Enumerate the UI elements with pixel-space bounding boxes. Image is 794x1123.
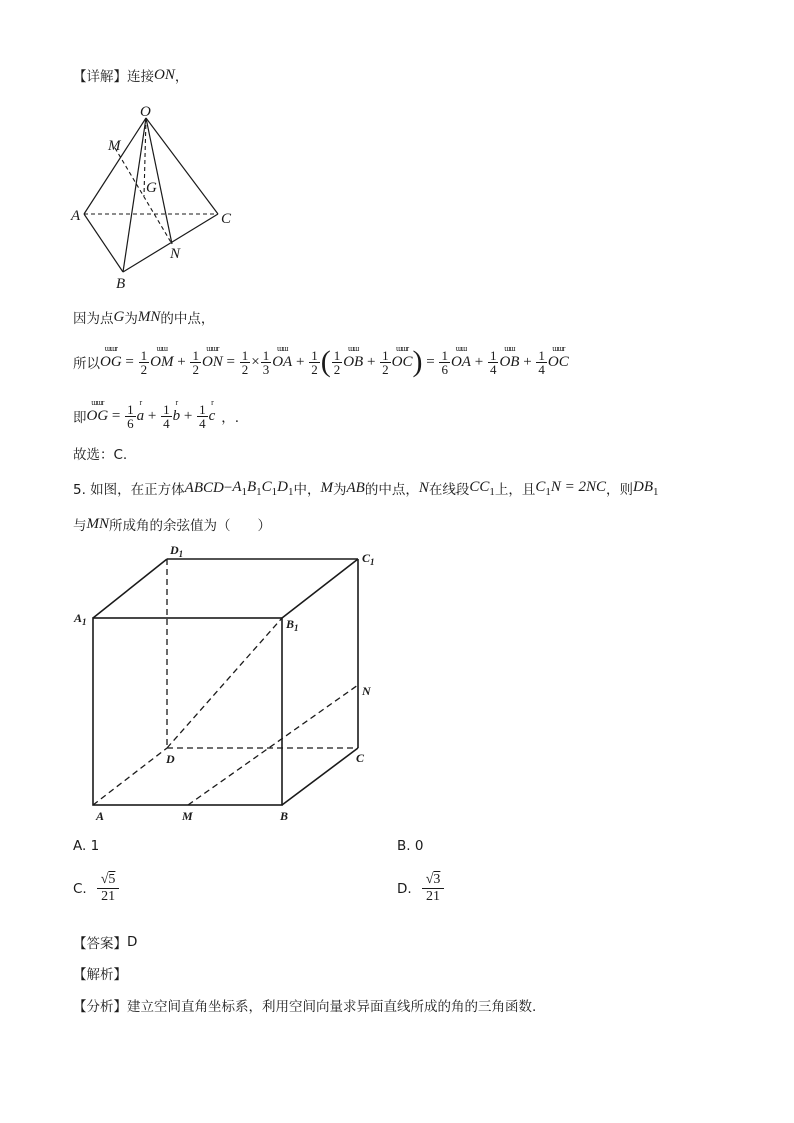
frac-1-2: $\frac{1}{2}$ — [140, 347, 148, 377]
analysis-tag: 【解析】 — [73, 967, 127, 983]
label-N: N — [170, 246, 181, 262]
option-D-fraction: $\frac{√3}{21}$ — [422, 872, 445, 905]
vec-OB: ɯɯ OB — [343, 343, 364, 370]
label-D: D — [166, 752, 175, 766]
answer-tag: 【答案】 — [73, 936, 127, 952]
edge-OA — [84, 118, 146, 214]
label-G: G — [146, 180, 157, 196]
equation-2: 即 ɯɯr OG = $\frac{1}{6}$ r a + $\frac{1}{4}$ r b + $\frac{1}{4}$ r c ，. — [73, 397, 240, 431]
vec-OA: ɯɯ OA — [272, 343, 293, 370]
reason-prefix: 因为点 — [73, 311, 114, 327]
question-line-1: 5. 如图，在正方体 ABCD − $A_1B_1C_1D_1$ 中， M 为 AB 的中点， N 在线段 $CC_1$ 上，且 $C_1N = 2NC$ ，则 $DB_1$ — [73, 478, 659, 498]
edge-OC — [146, 118, 218, 214]
option-A[interactable]: A. 1 — [73, 838, 100, 854]
eq1-prefix: 所以 — [73, 356, 100, 372]
equation-1: 所以 ɯɯr OG = $\frac{1}{2}$ ɯɯ OM + $\frac{1}{2}$ ɯɯr ON = $\frac{1}{2}$ × $\frac{1}{3}$ ɯɯ OA + $\frac{1}{2}$ ( $\frac{1}{2}$ ɯɯ OB + $\frac{1}{2}$ ɯɯr OC ) = $\frac{1}{6}$ ɯɯ OA + $\frac{1}{4}$ ɯɯ OB + $\frac{1}{4}$ ɯɯr OC — [73, 343, 569, 378]
label-O: O — [140, 104, 151, 120]
label-B: B — [116, 276, 126, 292]
label-B1: $B_1$ — [286, 617, 299, 633]
segment-DB1-dashed — [167, 618, 282, 748]
cube-front-face — [93, 618, 282, 805]
detail-comma: ， — [174, 69, 189, 85]
vec-a: r a — [136, 397, 145, 424]
segment-MN-dashed — [188, 685, 358, 805]
edge-AB — [84, 214, 123, 272]
vec-ON: ɯɯr ON — [201, 343, 223, 370]
answer-value: D — [127, 934, 138, 950]
label-C: C — [221, 211, 232, 227]
answer-selection: 故选：C. — [73, 447, 128, 463]
label-D1: $D_1$ — [170, 543, 184, 559]
label-N: N — [362, 684, 371, 698]
option-D[interactable]: D. $\frac{√3}{21}$ — [397, 872, 445, 905]
reason-mid: 为 — [124, 311, 138, 327]
label-A1: $A_1$ — [74, 611, 87, 627]
frac-1-6: $\frac{1}{6}$ — [441, 347, 448, 377]
eq2-tail: ，. — [221, 410, 240, 426]
label-B: B — [280, 809, 289, 823]
label-M: M — [182, 809, 193, 823]
detail-var: ON — [154, 66, 175, 83]
vec-OC: ɯɯr OC — [391, 343, 413, 370]
tetrahedron-figure — [66, 98, 246, 294]
edge-A1D1 — [93, 559, 167, 618]
reason-suffix: 的中点， — [160, 311, 215, 327]
edge-OB — [123, 118, 146, 272]
reason-line — [73, 307, 214, 327]
segment-MN-dashed — [115, 148, 172, 244]
vec-OM: ɯɯ OM — [150, 343, 174, 370]
label-A: A — [71, 208, 81, 224]
edge-B1C1 — [282, 559, 358, 618]
vec-c: r c — [208, 397, 216, 424]
eq2-prefix: 即 — [73, 410, 87, 426]
cube-figure — [66, 540, 386, 830]
reason-mn: MN — [137, 308, 161, 325]
fenxi-text: 建立空间直角坐标系，利用空间向量求异面直线所成的角的三角函数. — [127, 999, 537, 1015]
option-C[interactable]: C. $\frac{√5}{21}$ — [73, 872, 120, 905]
label-C1: $C_1$ — [362, 551, 375, 567]
edge-BC — [282, 748, 358, 805]
detail-text: 连接 — [127, 69, 154, 85]
option-B[interactable]: B. 0 — [397, 838, 424, 854]
detail-line — [73, 65, 188, 85]
reason-g: G — [113, 308, 125, 325]
fenxi-tag: 【分析】 — [73, 999, 127, 1015]
label-M: M — [108, 138, 121, 154]
frac-1-3: $\frac{1}{3}$ — [262, 347, 270, 377]
option-C-fraction: $\frac{√5}{21}$ — [97, 872, 120, 905]
answer-line — [73, 932, 137, 952]
vec-b: r b — [172, 397, 181, 424]
question-line-2: 与 MN 所成角的余弦值为（ ） — [73, 515, 271, 534]
fenxi-line — [73, 995, 536, 1015]
vec-OG: ɯɯr OG — [100, 343, 122, 370]
frac-1-4: $\frac{1}{4}$ — [489, 347, 497, 377]
edge-AD-dashed — [93, 748, 167, 805]
detail-tag: 【详解】 — [73, 69, 127, 85]
edge-BC — [123, 214, 218, 272]
label-A: A — [96, 809, 105, 823]
label-C: C — [356, 751, 365, 765]
